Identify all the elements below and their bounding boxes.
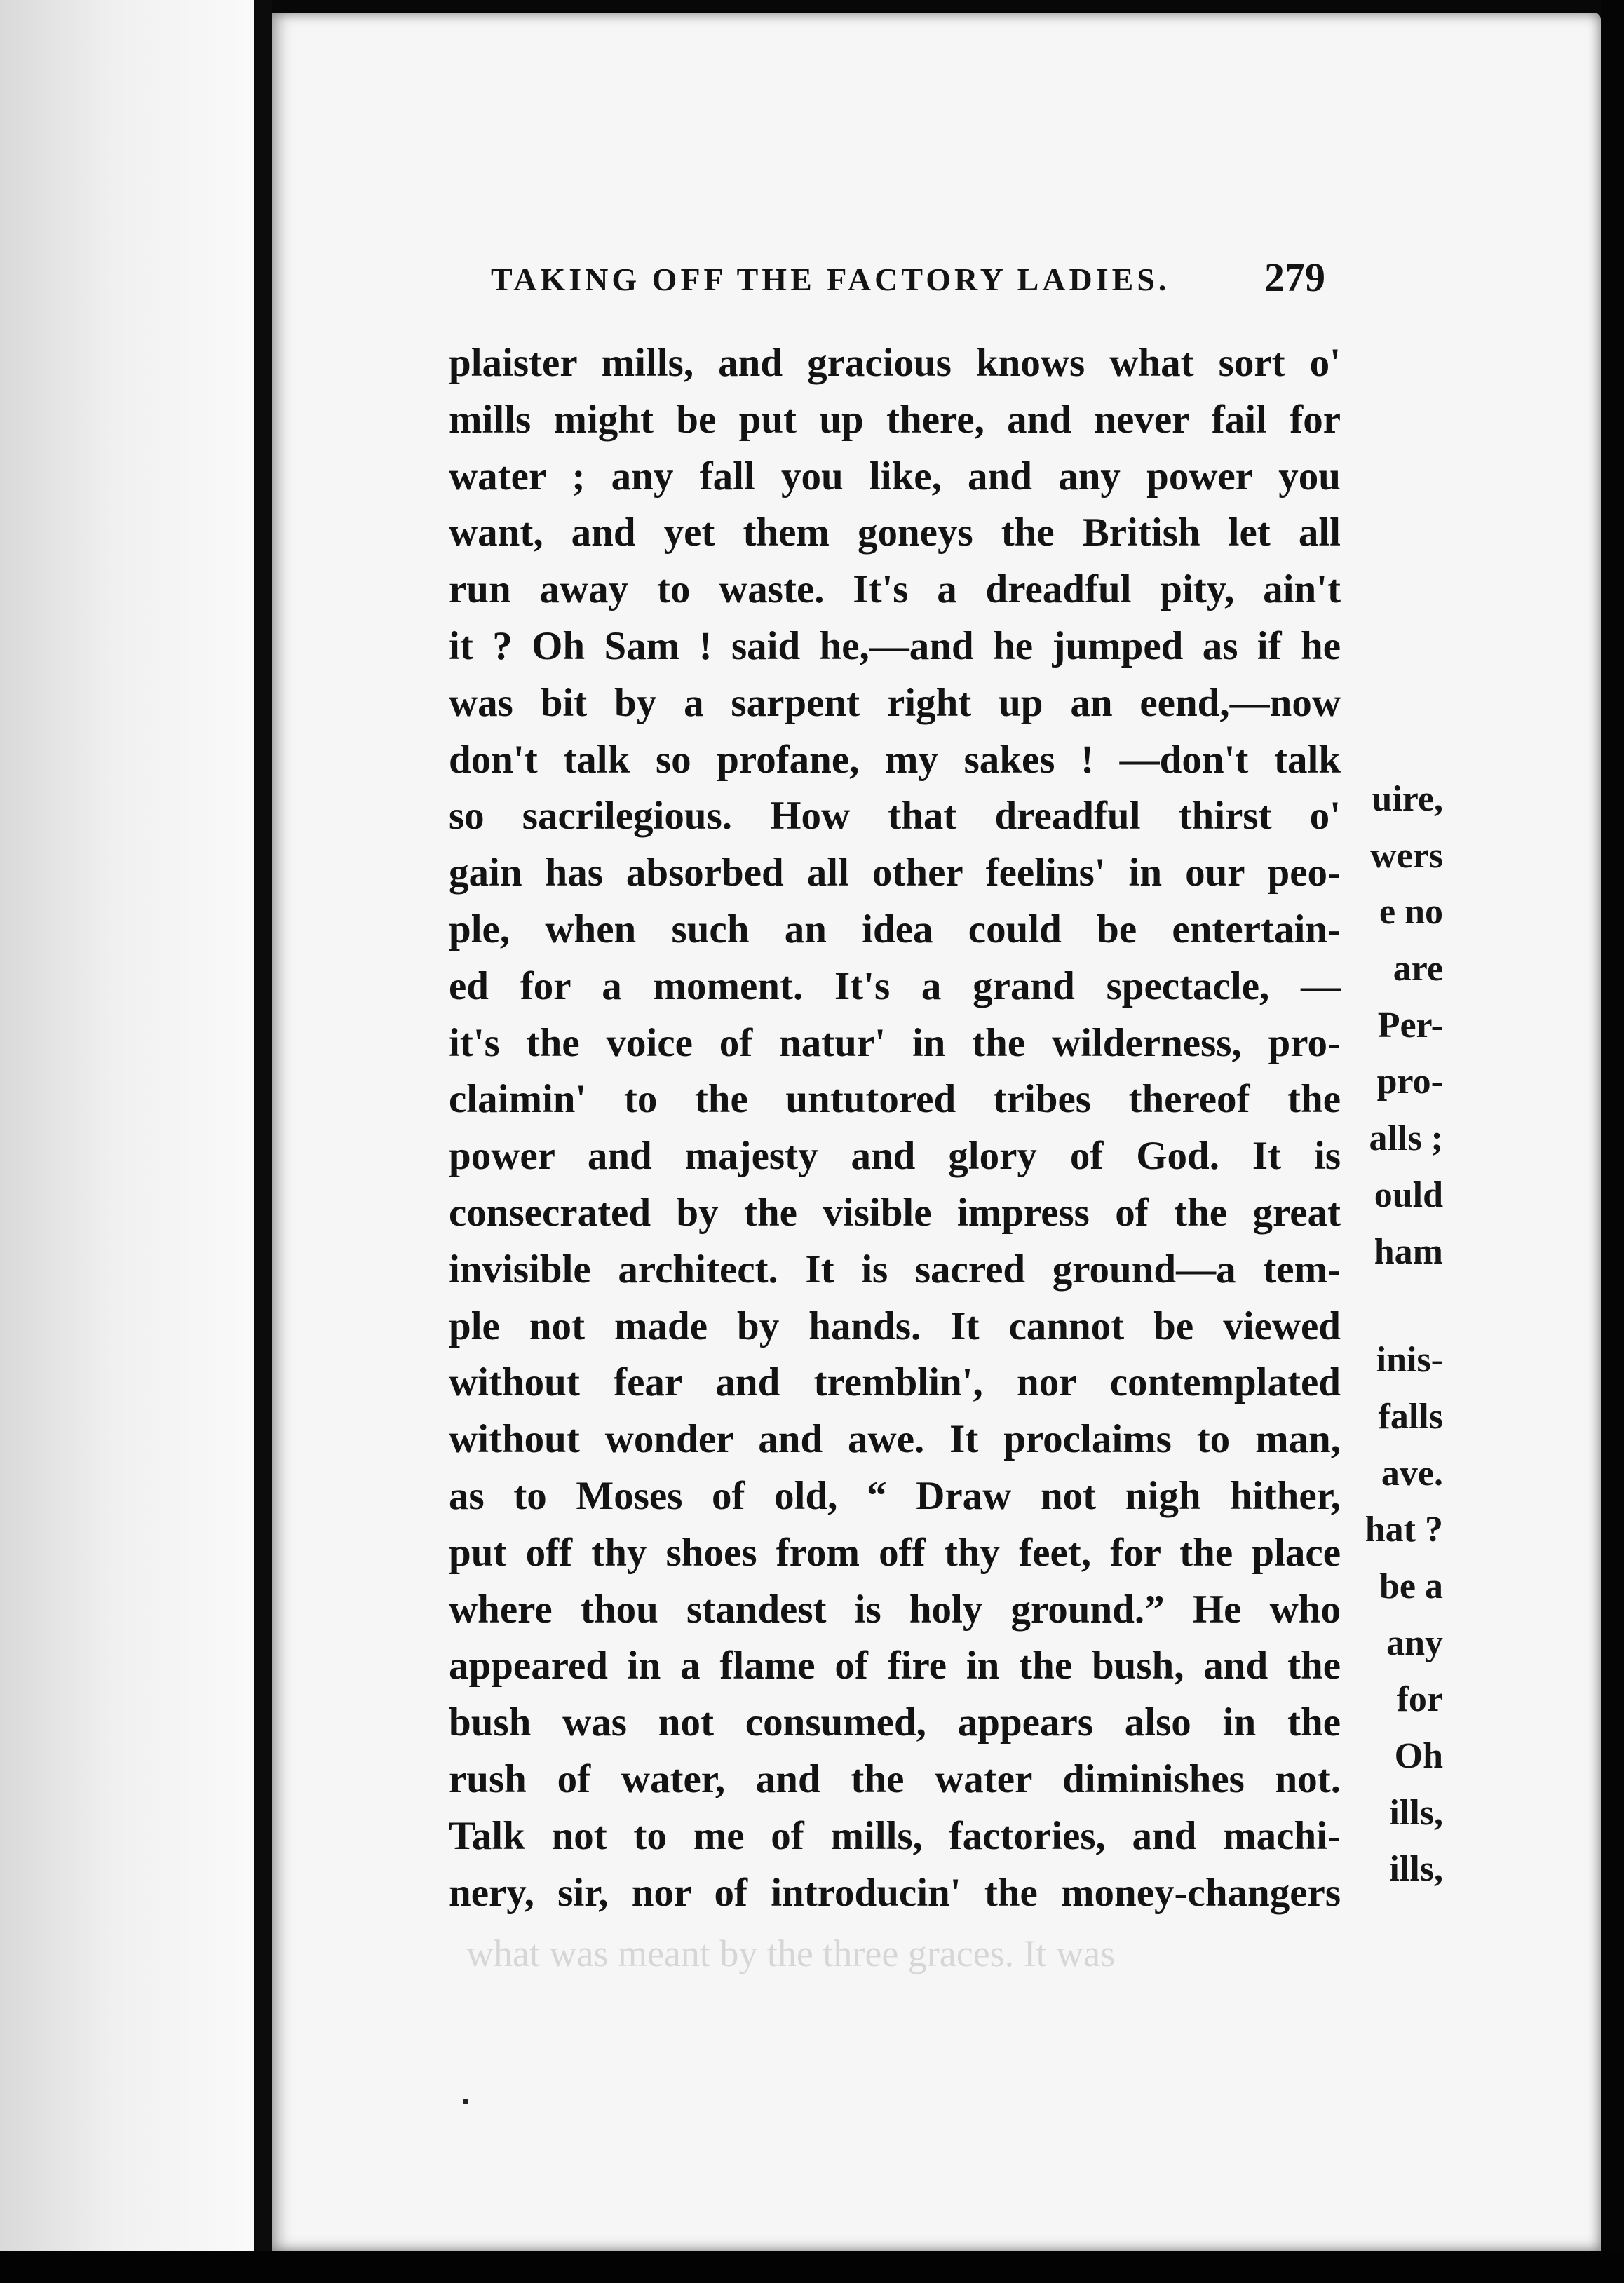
left-line: e no — [1379, 892, 1443, 933]
text-line: mills might be put up there, and never fail for — [449, 397, 1341, 442]
text-line: it's the voice of natur' in the wilderness, pro- — [449, 1020, 1341, 1065]
left-line: Per- — [1377, 1005, 1443, 1045]
left-line: ills, — [1389, 1792, 1443, 1833]
text-line: as to Moses of old, “ Draw not nigh hither, — [449, 1473, 1341, 1518]
text-line: plaister mills, and gracious knows what sort o' — [449, 341, 1341, 385]
body-text — [449, 335, 1341, 1921]
text-line: Talk not to me of mills, factories, and machi- — [449, 1813, 1341, 1858]
text-line: don't talk so profane, my sakes ! —don't talk — [449, 737, 1341, 782]
left-line: falls — [1378, 1396, 1443, 1437]
text-line: nery, sir, nor of introducin' the money-changers — [449, 1870, 1341, 1915]
running-head: TAKING OFF THE FACTORY LADIES. — [491, 262, 1170, 297]
text-line: water ; any fall you like, and any power you — [449, 454, 1341, 499]
text-line: gain has absorbed all other feelins' in our peo- — [449, 851, 1341, 895]
left-line: Oh — [1394, 1736, 1443, 1776]
text-line: ple, when such an idea could be entertain- — [449, 907, 1341, 951]
text-line: without wonder and awe. It proclaims to man, — [449, 1417, 1341, 1462]
left-line: inis- — [1376, 1340, 1443, 1381]
text-line: put off thy shoes from off thy feet, for the place — [449, 1530, 1341, 1575]
text-line: power and majesty and glory of God. It is — [449, 1134, 1341, 1179]
left-line: any — [1386, 1623, 1443, 1663]
left-line: ave. — [1381, 1453, 1443, 1493]
ink-speck — [463, 2099, 468, 2104]
text-line: invisible architect. It is sacred ground—a tem- — [449, 1247, 1341, 1292]
text-line: where thou standest is holy ground.” He who — [449, 1587, 1341, 1632]
left-line: ham — [1374, 1231, 1443, 1272]
left-line: hat ? — [1365, 1510, 1443, 1550]
left-line: are — [1393, 949, 1443, 989]
text-line: want, and yet them goneys the British let all — [449, 510, 1341, 555]
text-line: rush of water, and the water diminishes not. — [449, 1756, 1341, 1801]
left-line: for — [1396, 1679, 1443, 1720]
left-line: be a — [1379, 1566, 1443, 1606]
text-line: it ? Oh Sam ! said he,—and he jumped as if he — [449, 623, 1341, 668]
page-header — [491, 254, 1332, 303]
text-line: ple not made by hands. It cannot be viewed — [449, 1303, 1341, 1348]
left-line: ould — [1374, 1174, 1443, 1215]
text-line: run away to waste. It's a dreadful pity, ain't — [449, 567, 1341, 612]
text-line: bush was not consumed, appears also in the — [449, 1700, 1341, 1745]
text-line: so sacrilegious. How that dreadful thirst o' — [449, 794, 1341, 839]
left-facing-page — [0, 0, 254, 2251]
left-line: alls ; — [1369, 1118, 1443, 1159]
left-line: ills, — [1389, 1849, 1443, 1890]
bleed-through-text: what was meant by the three graces. It was — [466, 1932, 1116, 1974]
left-line: pro- — [1376, 1062, 1443, 1102]
book-gutter — [254, 0, 272, 2283]
text-line: without fear and tremblin', nor contemplated — [449, 1360, 1341, 1405]
text-line: claimin' to the untutored tribes thereof the — [449, 1077, 1341, 1122]
text-line: consecrated by the visible impress of the great — [449, 1190, 1341, 1235]
left-line: wers — [1370, 835, 1443, 876]
text-line: appeared in a flame of fire in the bush, and the — [449, 1644, 1341, 1688]
text-line: ed for a moment. It's a grand spectacle, — — [449, 963, 1341, 1008]
right-scan-border — [1601, 0, 1624, 2283]
text-line: was bit by a sarpent right up an eend,—now — [449, 680, 1341, 725]
left-line: uire, — [1372, 779, 1443, 819]
page-number: 279 — [1264, 255, 1325, 300]
bottom-scan-border — [0, 2251, 1624, 2283]
